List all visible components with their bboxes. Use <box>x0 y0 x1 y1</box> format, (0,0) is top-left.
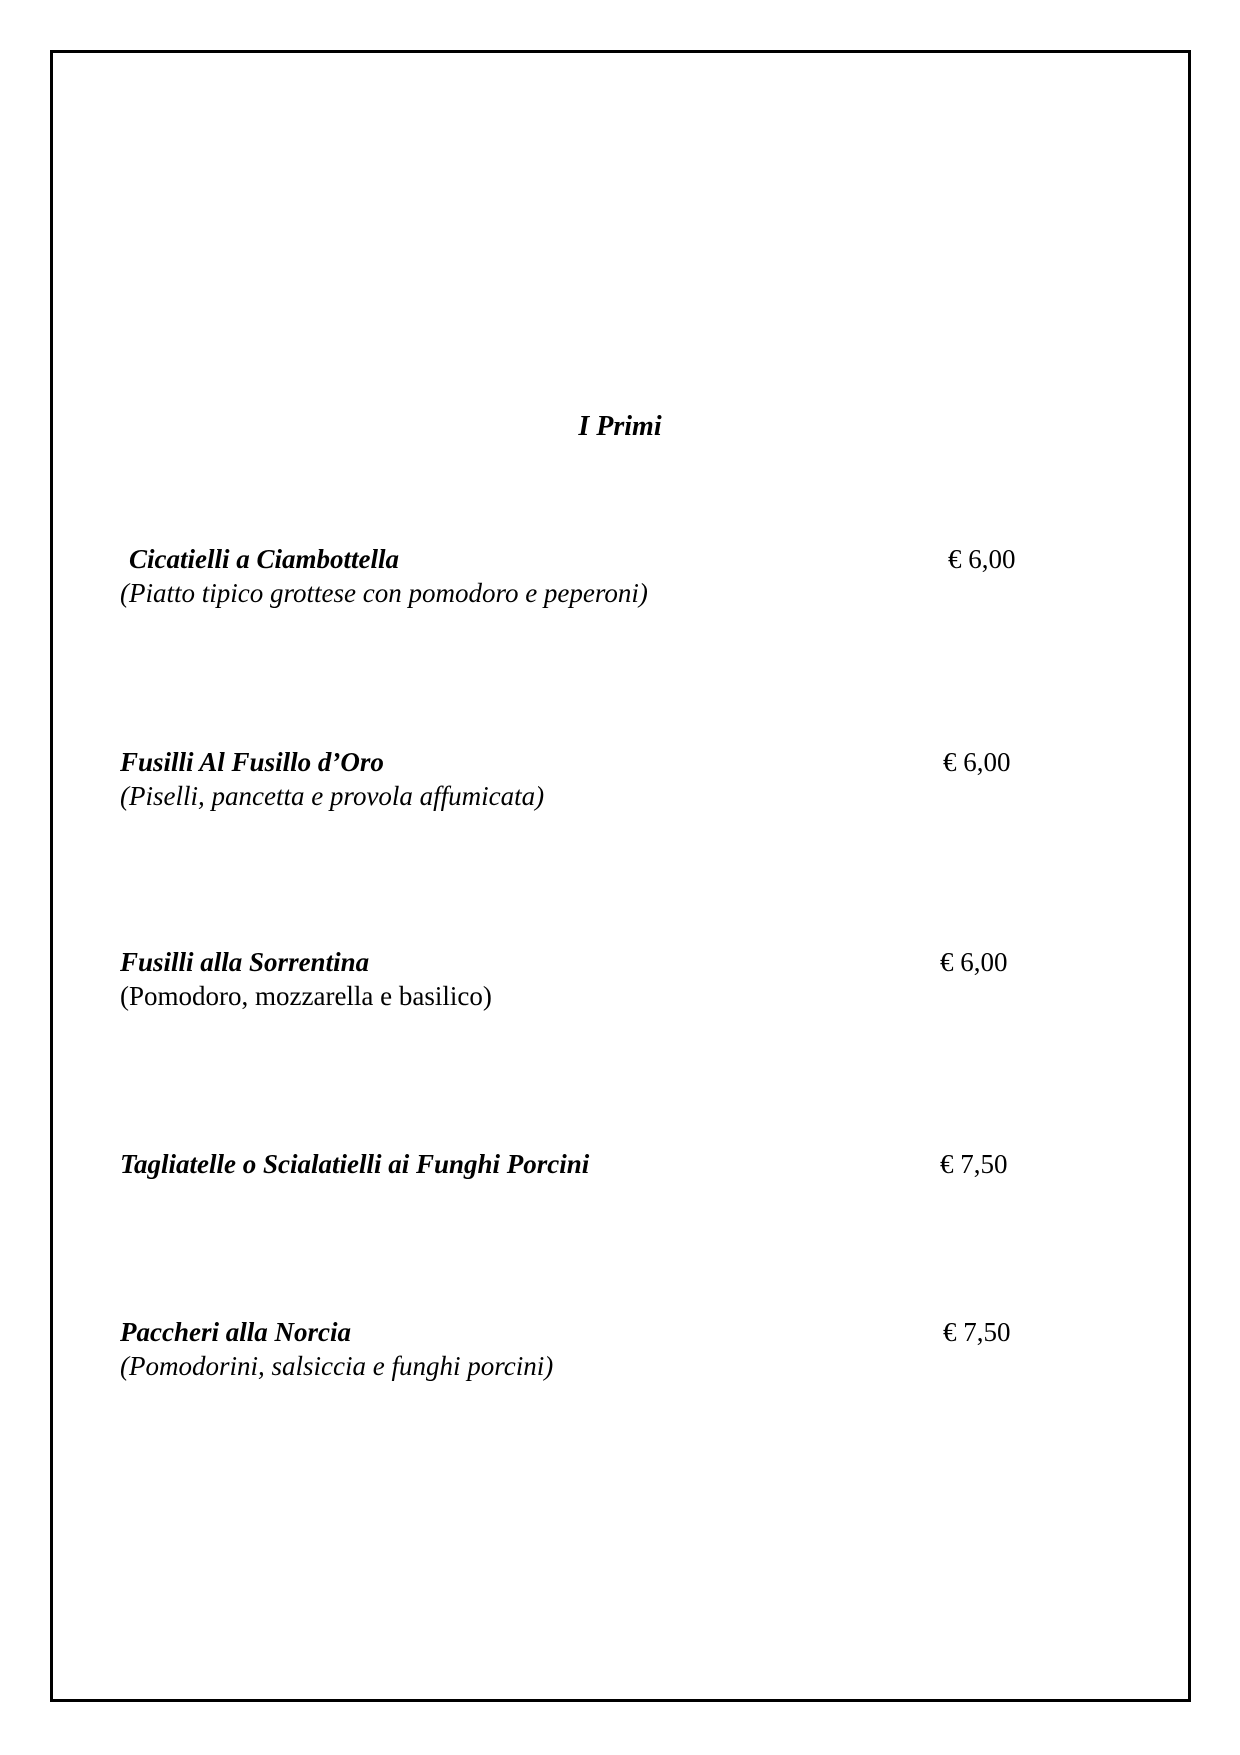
menu-item-cicatielli <box>120 542 1060 610</box>
dish-description: (Piatto tipico grottese con pomodoro e peperoni) <box>120 578 648 608</box>
section-title <box>0 410 1240 444</box>
menu-item-paccheri <box>120 1315 1060 1383</box>
page-border <box>50 50 1191 1702</box>
dish-price: € 6,00 <box>948 544 1016 574</box>
dish-name: Paccheri alla Norcia <box>120 1317 351 1347</box>
dish-price: € 6,00 <box>940 947 1008 977</box>
dish-price: € 6,00 <box>943 747 1011 777</box>
menu-item-fusilli-sorrentina <box>120 945 1060 1013</box>
dish-name: Fusilli Al Fusillo d’Oro <box>120 747 384 777</box>
menu-item-fusilli-oro <box>120 745 1060 813</box>
dish-price: € 7,50 <box>943 1317 1011 1347</box>
dish-description: (Pomodoro, mozzarella e basilico) <box>120 981 492 1011</box>
dish-description: (Piselli, pancetta e provola affumicata) <box>120 781 545 811</box>
section-title-text: I Primi <box>578 411 662 442</box>
menu-item-tagliatelle <box>120 1147 1060 1181</box>
dish-description: (Pomodorini, salsiccia e funghi porcini) <box>120 1351 554 1381</box>
dish-price: € 7,50 <box>940 1149 1008 1179</box>
dish-name: Tagliatelle o Scialatielli ai Funghi Porcini <box>120 1149 590 1179</box>
dish-name: Fusilli alla Sorrentina <box>120 947 370 977</box>
dish-name: Cicatielli a Ciambottella <box>129 544 399 574</box>
